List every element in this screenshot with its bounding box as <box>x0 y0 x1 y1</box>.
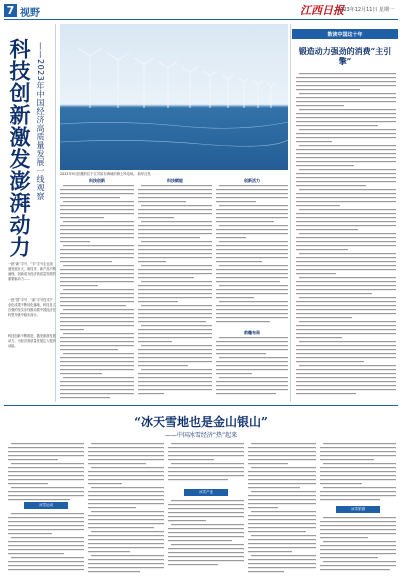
masthead: 江西日报 <box>300 4 344 17</box>
body-column <box>60 184 134 402</box>
section-subhead: 科技赋能 <box>167 178 183 183</box>
issue-date: 2023年12月11日 星期一 <box>337 7 395 13</box>
body-column <box>320 516 396 575</box>
column-divider <box>290 24 291 402</box>
photo-caption: 2023年9月拍摄的位于江苏如东海域的海上风电场。 新华社发 <box>60 172 151 176</box>
intro-paragraph: 一批“新”字号、“专”字号企业加速发展壮大，新技术、新产品不断涌现，创新成为经济高质量发展的重要驱动力…… <box>8 262 56 281</box>
section-rule <box>4 405 398 406</box>
body-column <box>138 184 212 402</box>
sidebar-title: 锻造动力强劲的消费“主引擎” <box>298 46 392 66</box>
text-lines <box>88 442 164 575</box>
section-subhead: 科技创新 <box>89 178 105 183</box>
text-lines <box>168 442 244 487</box>
text-lines <box>60 184 134 402</box>
body-column <box>320 442 396 504</box>
intro-paragraph: 一批“国”字号、“新”字号技术产业化成果不断转化落地，科技自立自强的坚实步伐推动着中国经济在转型升级中稳步前行。 <box>8 298 56 317</box>
header-rule <box>4 19 398 20</box>
body-column <box>248 442 316 575</box>
lower-subheadline: ——中国冰雪经济“热”起来 <box>164 432 238 439</box>
section-tag: 冰雪运动 <box>24 502 68 509</box>
body-column <box>168 442 244 487</box>
intro-paragraph: 科技创新不断推进，激发澎湃发展动力，为经济高质量发展注入强劲动能。 <box>8 334 56 348</box>
text-lines <box>8 512 84 575</box>
text-lines <box>168 499 244 575</box>
column-tab: 数读中国这十年 <box>292 29 398 39</box>
body-column <box>168 499 244 575</box>
text-lines <box>320 442 396 504</box>
wind-turbines-illustration <box>60 24 288 170</box>
text-lines <box>138 184 212 402</box>
body-column <box>216 336 288 402</box>
lower-headline: “冰天雪地也是金山银山” <box>134 415 268 429</box>
text-lines <box>216 336 288 402</box>
section-tag: 冰雪产业 <box>184 489 228 496</box>
page-number: 7 <box>4 4 17 17</box>
text-lines <box>320 516 396 575</box>
body-column <box>8 512 84 575</box>
lead-headline: 科技创新激发澎湃动力 <box>7 38 32 258</box>
text-lines <box>248 442 316 575</box>
section-subhead: 创新活力 <box>244 178 260 183</box>
body-column <box>88 442 164 575</box>
sidebar-body <box>296 72 396 402</box>
section-tag: 冰雪旅游 <box>336 506 380 513</box>
section-subhead: 前瞻布局 <box>244 330 260 335</box>
wind-farm-photo <box>60 24 288 170</box>
lead-subheadline: ——2023年中国经济高质量发展一线观察 <box>36 42 45 201</box>
section-name: 视野 <box>20 8 40 19</box>
text-lines <box>296 72 396 402</box>
